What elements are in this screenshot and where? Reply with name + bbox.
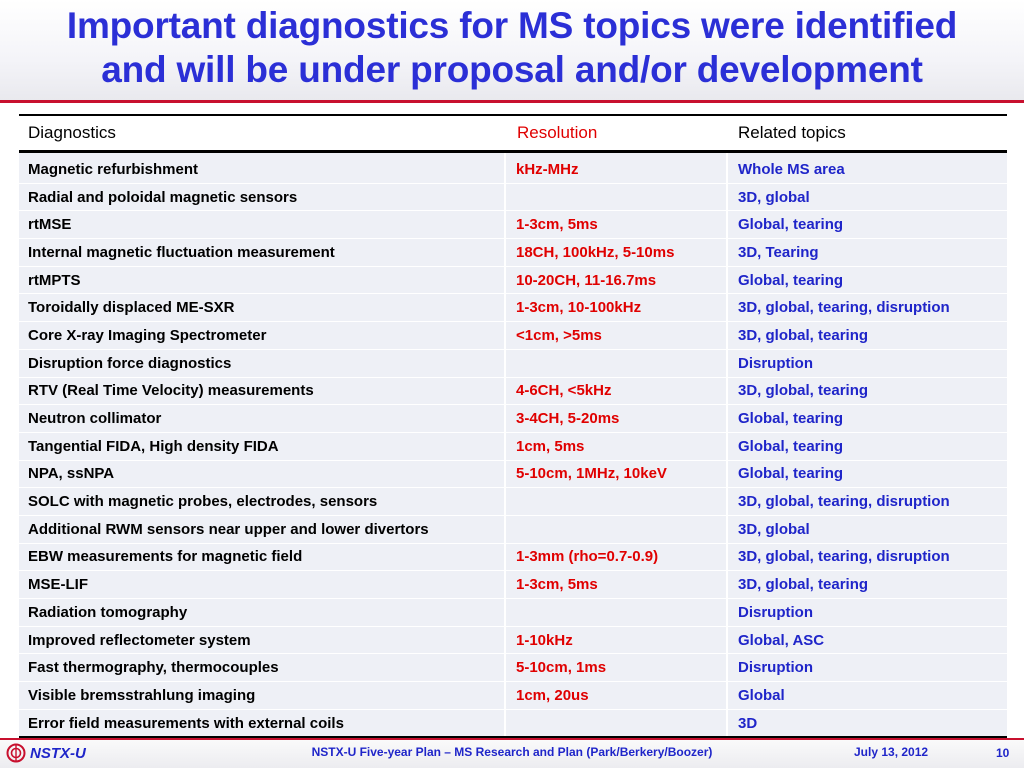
table-row xyxy=(19,266,1007,294)
resolution-cell: 1-10kHz xyxy=(505,626,727,654)
resolution-cell: <1cm, >5ms xyxy=(505,322,727,350)
related-topics-cell: 3D, Tearing xyxy=(727,239,1007,267)
resolution-cell: 1-3cm, 10-100kHz xyxy=(505,294,727,322)
table-row xyxy=(19,460,1007,488)
related-topics-cell: 3D, global, tearing xyxy=(727,322,1007,350)
diagnostic-cell: Error field measurements with external coils xyxy=(19,709,505,738)
resolution-cell: kHz-MHz xyxy=(505,152,727,184)
table-row xyxy=(19,405,1007,433)
related-topics-cell: 3D, global, tearing, disruption xyxy=(727,543,1007,571)
footer-date: July 13, 2012 xyxy=(854,745,929,759)
table-row xyxy=(19,682,1007,710)
diagnostic-cell: Magnetic refurbishment xyxy=(19,152,505,184)
table-row xyxy=(19,349,1007,377)
resolution-cell: 4-6CH, <5kHz xyxy=(505,377,727,405)
diagnostic-cell: NPA, ssNPA xyxy=(19,460,505,488)
footer-title: NSTX-U Five-year Plan – MS Research and Plan (Park/Berkery/Boozer) xyxy=(311,745,713,759)
table-body xyxy=(19,152,1007,738)
logo-text: NSTX-U xyxy=(30,744,86,762)
diagnostics-table-container xyxy=(19,114,1007,739)
page-number: 10 xyxy=(996,746,1010,760)
table-row xyxy=(19,654,1007,682)
related-topics-cell: Global, tearing xyxy=(727,405,1007,433)
related-topics-cell: Global, tearing xyxy=(727,460,1007,488)
diagnostic-cell: SOLC with magnetic probes, electrodes, sensors xyxy=(19,488,505,516)
resolution-cell xyxy=(505,349,727,377)
resolution-cell xyxy=(505,183,727,211)
title-divider xyxy=(0,100,1024,103)
header-diagnostics: Diagnostics xyxy=(19,115,505,152)
diagnostic-cell: Improved reflectometer system xyxy=(19,626,505,654)
diagnostic-cell: rtMSE xyxy=(19,211,505,239)
related-topics-cell: 3D, global, tearing, disruption xyxy=(727,488,1007,516)
table-row xyxy=(19,211,1007,239)
diagnostic-cell: rtMPTS xyxy=(19,266,505,294)
table-row xyxy=(19,626,1007,654)
slide-title xyxy=(0,4,1024,92)
diagnostic-cell: Visible bremsstrahlung imaging xyxy=(19,682,505,710)
related-topics-cell: 3D, global, tearing, disruption xyxy=(727,294,1007,322)
table-row xyxy=(19,322,1007,350)
header-related-topics: Related topics xyxy=(727,115,1007,152)
table-row xyxy=(19,515,1007,543)
resolution-cell: 5-10cm, 1MHz, 10keV xyxy=(505,460,727,488)
table-row xyxy=(19,294,1007,322)
resolution-cell: 5-10cm, 1ms xyxy=(505,654,727,682)
related-topics-cell: Disruption xyxy=(727,654,1007,682)
related-topics-cell: 3D, global, tearing xyxy=(727,571,1007,599)
header-resolution: Resolution xyxy=(505,115,727,152)
diagnostic-cell: MSE-LIF xyxy=(19,571,505,599)
related-topics-cell: Global xyxy=(727,682,1007,710)
diagnostic-cell: Tangential FIDA, High density FIDA xyxy=(19,432,505,460)
resolution-cell: 1-3cm, 5ms xyxy=(505,571,727,599)
related-topics-cell: 3D xyxy=(727,709,1007,738)
table-row xyxy=(19,183,1007,211)
table-row xyxy=(19,432,1007,460)
diagnostic-cell: Fast thermography, thermocouples xyxy=(19,654,505,682)
resolution-cell: 1-3mm (rho=0.7-0.9) xyxy=(505,543,727,571)
diagnostic-cell: Toroidally displaced ME-SXR xyxy=(19,294,505,322)
related-topics-cell: Disruption xyxy=(727,599,1007,627)
resolution-cell xyxy=(505,709,727,738)
resolution-cell: 10-20CH, 11-16.7ms xyxy=(505,266,727,294)
diagnostic-cell: Additional RWM sensors near upper and lower divertors xyxy=(19,515,505,543)
related-topics-cell: 3D, global xyxy=(727,183,1007,211)
diagnostics-table xyxy=(19,114,1007,739)
table-row xyxy=(19,488,1007,516)
diagnostic-cell: Radial and poloidal magnetic sensors xyxy=(19,183,505,211)
related-topics-cell: 3D, global xyxy=(727,515,1007,543)
diagnostic-cell: EBW measurements for magnetic field xyxy=(19,543,505,571)
resolution-cell: 1cm, 5ms xyxy=(505,432,727,460)
diagnostic-cell: Radiation tomography xyxy=(19,599,505,627)
related-topics-cell: Disruption xyxy=(727,349,1007,377)
resolution-cell: 1-3cm, 5ms xyxy=(505,211,727,239)
table-row xyxy=(19,377,1007,405)
related-topics-cell: Global, tearing xyxy=(727,432,1007,460)
table-row xyxy=(19,152,1007,184)
table-row xyxy=(19,599,1007,627)
diagnostic-cell: Disruption force diagnostics xyxy=(19,349,505,377)
resolution-cell: 1cm, 20us xyxy=(505,682,727,710)
slide-title-line-1: Important diagnostics for MS topics were identified xyxy=(66,5,958,46)
table-row xyxy=(19,709,1007,738)
resolution-cell xyxy=(505,599,727,627)
resolution-cell: 3-4CH, 5-20ms xyxy=(505,405,727,433)
diagnostic-cell: Internal magnetic fluctuation measurement xyxy=(19,239,505,267)
diagnostic-cell: Neutron collimator xyxy=(19,405,505,433)
resolution-cell: 18CH, 100kHz, 5-10ms xyxy=(505,239,727,267)
table-row xyxy=(19,571,1007,599)
related-topics-cell: 3D, global, tearing xyxy=(727,377,1007,405)
table-row xyxy=(19,543,1007,571)
diagnostic-cell: Core X-ray Imaging Spectrometer xyxy=(19,322,505,350)
related-topics-cell: Global, tearing xyxy=(727,211,1007,239)
table-row xyxy=(19,239,1007,267)
resolution-cell xyxy=(505,515,727,543)
related-topics-cell: Global, ASC xyxy=(727,626,1007,654)
table-header-row xyxy=(19,115,1007,152)
related-topics-cell: Global, tearing xyxy=(727,266,1007,294)
related-topics-cell: Whole MS area xyxy=(727,152,1007,184)
resolution-cell xyxy=(505,488,727,516)
diagnostic-cell: RTV (Real Time Velocity) measurements xyxy=(19,377,505,405)
slide-title-line-2: and will be under proposal and/or development xyxy=(101,49,923,90)
